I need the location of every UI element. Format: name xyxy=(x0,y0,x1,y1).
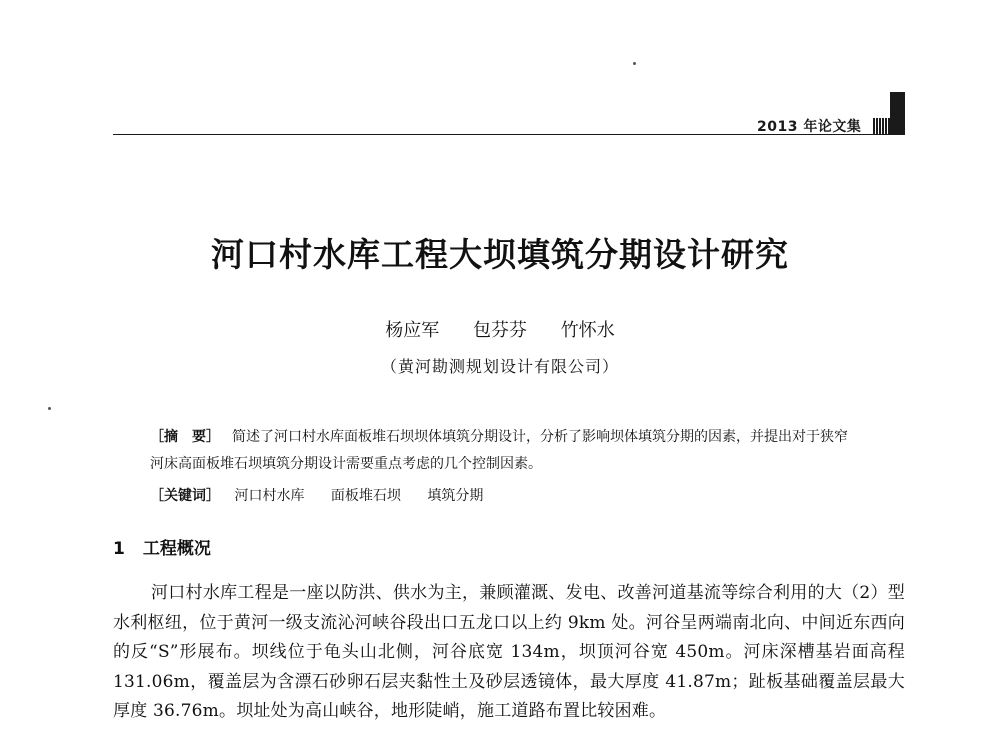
paper-title: 河口村水库工程大坝填筑分期设计研究 xyxy=(211,235,789,274)
keywords-block xyxy=(150,485,505,505)
author-name: 杨应军 xyxy=(385,320,440,341)
section-title: 工程概况 xyxy=(142,539,211,559)
keyword: 面板堆石坝 xyxy=(330,488,401,504)
section-heading xyxy=(113,534,211,559)
keywords-label: ［关键词］ xyxy=(150,488,220,504)
keyword: 河口村水库 xyxy=(234,488,305,504)
author-list xyxy=(0,316,1000,342)
abstract-block xyxy=(150,424,860,478)
corner-mark-bar xyxy=(890,92,905,134)
running-header: 2013 年论文集 xyxy=(757,119,862,135)
author-name: 包芬芬 xyxy=(473,320,527,341)
scan-speck xyxy=(633,62,636,65)
abstract-text: 简述了河口村水库面板堆石坝坝体填筑分期设计，分析了影响坝体填筑分期的因素，并提出对于狭窄河床高面板堆石坝填筑分期设计需要重点考虑的几个控制因素。 xyxy=(150,429,848,472)
author-affiliation: （黄河勘测规划设计有限公司） xyxy=(380,357,619,376)
abstract-label: ［摘 要］ xyxy=(150,429,220,445)
section-body-paragraph: 河口村水库工程是一座以防洪、供水为主，兼顾灌溉、发电、改善河道基流等综合利用的大（2）型水利枢纽，位于黄河一级支流沁河峡谷段出口五龙口以上约 9km 处。河谷呈两端南北向、中间近东西向的反“S”形展布。坝线位于龟头山北侧，河谷底宽 134m，坝顶河谷宽 450m。河床深槽基岩面高程 131.06m，覆盖层为含漂石砂卵石层夹黏性土及砂层透镜体，最大厚度 41.87m；趾板基础覆盖层最大厚度 36.76m。坝址处为高山峡谷，地形陡峭，施工道路布置比较困难。 xyxy=(113,583,905,721)
section-number: 1 xyxy=(113,539,125,559)
author-name: 竹怀水 xyxy=(560,320,615,341)
header-rule xyxy=(113,134,905,135)
scan-speck xyxy=(48,407,51,410)
corner-mark-hatch xyxy=(873,118,890,134)
keyword: 填筑分期 xyxy=(427,488,484,504)
